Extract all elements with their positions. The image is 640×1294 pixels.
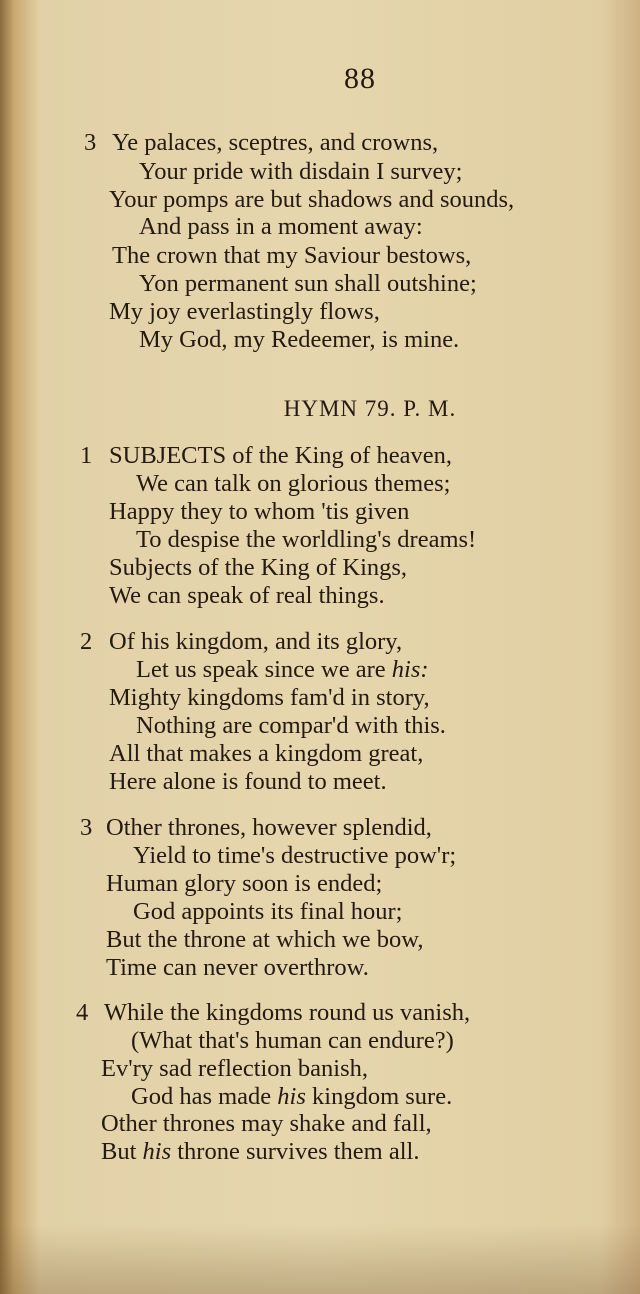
stanza-number: 2: [80, 628, 93, 655]
verse-line: The crown that my Saviour bestows,: [112, 242, 472, 269]
verse-line: [131, 1085, 452, 1110]
verse-line: Your pomps are but shadows and sounds,: [109, 186, 515, 213]
verse-line: Ev'ry sad reflection banish,: [101, 1055, 369, 1082]
verse-line: Happy they to whom 'tis given: [109, 498, 410, 525]
verse-line: And pass in a moment away:: [139, 213, 423, 240]
verse-line: Other thrones may shake and fall,: [101, 1110, 432, 1137]
verse-line: SUBJECTS of the King of heaven,: [109, 442, 452, 469]
verse-line: All that makes a kingdom great,: [109, 740, 424, 767]
hymn-title: HYMN 79. P. M.: [283, 396, 457, 421]
verse-text: throne survives them all.: [171, 1138, 420, 1165]
verse-line: Of his kingdom, and its glory,: [109, 628, 403, 655]
verse-line: Here alone is found to meet.: [109, 768, 387, 795]
verse-text: But: [101, 1138, 143, 1165]
italic-word: his: [142, 1138, 172, 1165]
verse-line: Yield to time's destructive pow'r;: [133, 842, 457, 869]
verse-line: Yon permanent sun shall outshine;: [139, 270, 477, 297]
stanza-number: 3: [80, 814, 93, 841]
page-edge-shadow: [0, 1224, 640, 1294]
verse-line: We can speak of real things.: [109, 582, 385, 609]
verse-line: Subjects of the King of Kings,: [109, 554, 408, 581]
verse-line: To despise the worldling's dreams!: [136, 526, 477, 553]
verse-line: Mighty kingdoms fam'd in story,: [109, 684, 430, 711]
verse-line: [101, 1140, 419, 1165]
italic-word: his:: [391, 656, 429, 683]
italic-word: his: [277, 1083, 306, 1110]
verse-text: Let us speak since we are: [136, 656, 392, 683]
page-number: 88: [344, 62, 376, 95]
verse-text: God has made: [131, 1083, 278, 1110]
verse-line: Nothing are compar'd with this.: [136, 712, 446, 739]
verse-line: My joy everlastingly flows,: [109, 298, 380, 325]
verse-line: God appoints its final hour;: [133, 898, 403, 925]
verse-line: My God, my Redeemer, is mine.: [139, 326, 460, 353]
stanza-number: 4: [76, 999, 89, 1026]
verse-line: [136, 658, 429, 683]
verse-line: Human glory soon is ended;: [106, 870, 383, 897]
verse-line: Your pride with disdain I survey;: [139, 158, 463, 185]
verse-line: Other thrones, however splendid,: [106, 814, 432, 841]
verse-text: kingdom sure.: [305, 1083, 453, 1110]
stanza-number: 3: [84, 129, 97, 156]
verse-line: But the throne at which we bow,: [106, 926, 424, 953]
verse-line: While the kingdoms round us vanish,: [104, 999, 471, 1026]
verse-line: (What that's human can endure?): [131, 1027, 454, 1054]
verse-line: Time can never overthrow.: [106, 954, 369, 981]
verse-line: Ye palaces, sceptres, and crowns,: [112, 129, 439, 156]
stanza-number: 1: [80, 442, 93, 469]
verse-line: We can talk on glorious themes;: [136, 470, 451, 497]
